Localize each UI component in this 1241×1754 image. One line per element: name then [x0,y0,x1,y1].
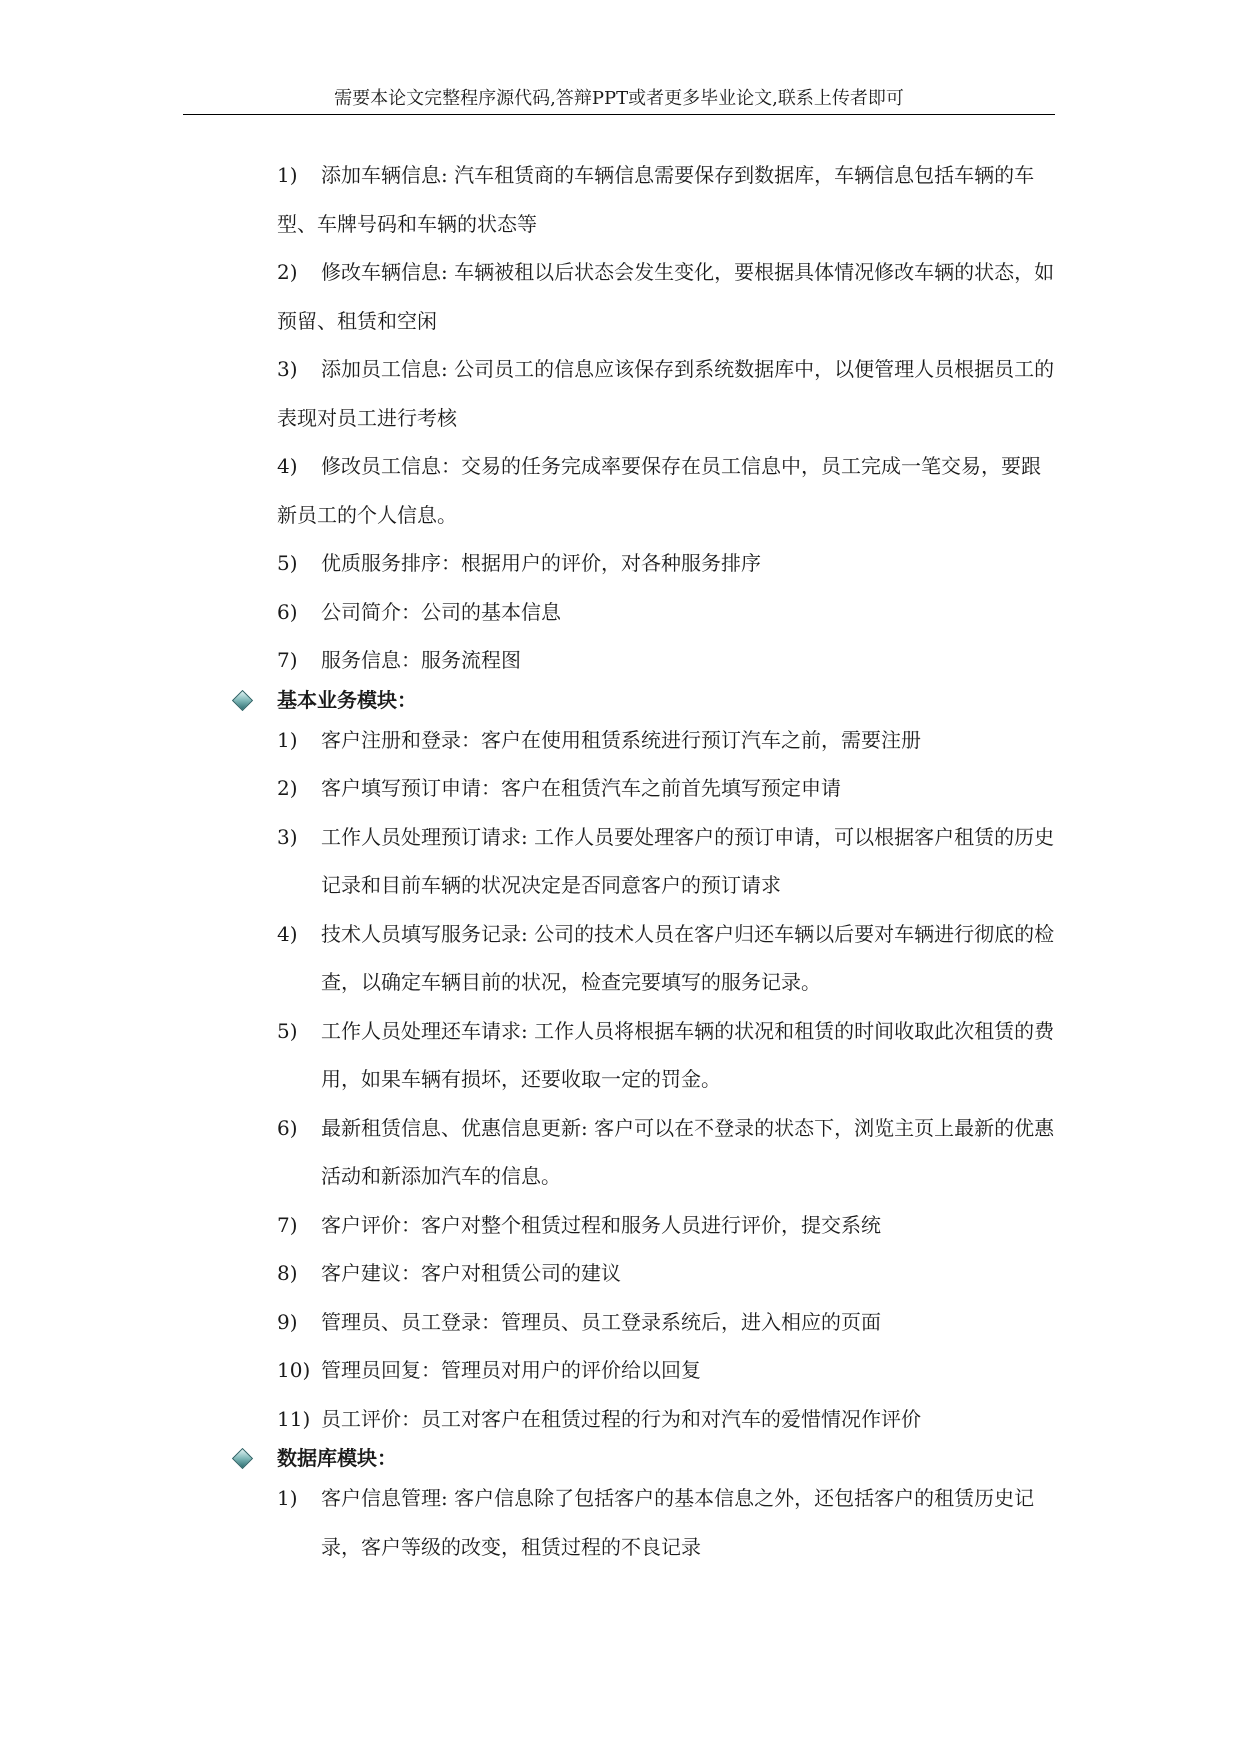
list-item [277,345,1057,442]
list-item [277,1395,1057,1444]
list-item [277,151,1057,248]
header-rule [183,114,1055,115]
item-text: 优质服务排序：根据用户的评价，对各种服务排序 [321,551,761,575]
diamond-bullet-icon [232,689,253,710]
item-text: 修改员工信息：交易的任务完成率要保存在员工信息中，员工完成一笔交易，要跟新员工的个人信息。 [277,454,1041,527]
item-text: 客户注册和登录：客户在使用租赁系统进行预订汽车之前，需要注册 [321,727,921,752]
item-number: 2) [277,260,298,284]
item-text: 添加车辆信息: 汽车租赁商的车辆信息需要保存到数据库，车辆信息包括车辆的车型、车牌号码和车辆的状态等 [277,163,1035,236]
item-text: 公司简介：公司的基本信息 [321,599,561,624]
item-text: 最新租赁信息、优惠信息更新: 客户可以在不登录的状态下，浏览主页上最新的优惠活动和新添加汽车的信息。 [321,1115,1055,1188]
section-heading-business [277,685,1057,716]
document-body [277,151,1057,1571]
item-text: 管理员回复：管理员对用户的评价给以回复 [321,1358,701,1382]
item-text: 服务信息：服务流程图 [321,648,521,672]
item-text: 管理员、员工登录：管理员、员工登录系统后，进入相应的页面 [321,1309,881,1334]
item-text: 修改车辆信息: 车辆被租以后状态会发生变化，要根据具体情况修改车辆的状态，如预留、租赁和空闲 [277,260,1055,333]
item-number: 1) [277,727,298,752]
list-item [277,588,1057,637]
item-text: 添加员工信息: 公司员工的信息应该保存到系统数据库中，以便管理人员根据员工的表现对员工进行考核 [277,357,1055,430]
item-number: 3) [277,357,298,381]
list-item [277,1474,1057,1571]
page-header: 需要本论文完整程序源代码,答辩PPT或者更多毕业论文,联系上传者即可 [334,88,904,109]
item-text: 客户填写预订申请：客户在租赁汽车之前首先填写预定申请 [321,776,841,800]
item-text: 技术人员填写服务记录: 公司的技术人员在客户归还车辆以后要对车辆进行彻底的检查，以确定车辆目前的状况，检查完要填写的服务记录。 [321,921,1055,994]
item-number: 4) [277,454,298,478]
item-number: 11) [277,1406,311,1431]
database-list [277,1474,1057,1571]
intro-list [277,151,1057,685]
item-text: 工作人员处理预订请求: 工作人员要处理客户的预订申请，可以根据客户租赁的历史记录和目前车辆的状况决定是否同意客户的预订请求 [321,824,1055,897]
section-title: 数据库模块： [277,1446,397,1470]
list-item [277,442,1057,539]
list-item [277,1249,1057,1298]
item-text: 客户建议：客户对租赁公司的建议 [321,1261,621,1285]
item-number: 9) [277,1309,298,1334]
item-text: 工作人员处理还车请求: 工作人员将根据车辆的状况和租赁的时间收取此次租赁的费用，如果车辆有损坏，还要收取一定的罚金。 [321,1018,1055,1091]
section-title: 基本业务模块： [277,687,417,712]
item-text: 客户评价：客户对整个租赁过程和服务人员进行评价，提交系统 [321,1212,881,1237]
item-text: 员工评价：员工对客户在租赁过程的行为和对汽车的爱惜情况作评价 [321,1406,921,1431]
item-number: 4) [277,921,298,946]
list-item [277,764,1057,813]
list-item [277,716,1057,765]
item-number: 8) [277,1261,298,1285]
item-number: 10) [277,1358,311,1382]
list-item [277,1346,1057,1395]
list-item [277,1298,1057,1347]
list-item [277,1007,1057,1104]
item-number: 5) [277,551,298,575]
list-item [277,910,1057,1007]
diamond-bullet-icon [232,1448,253,1469]
list-item [277,1104,1057,1201]
item-number: 3) [277,824,298,849]
list-item [277,813,1057,910]
list-item [277,248,1057,345]
item-number: 2) [277,776,298,800]
list-item [277,636,1057,685]
business-list [277,716,1057,1444]
item-number: 6) [277,1115,298,1140]
list-item [277,1201,1057,1250]
item-number: 1) [277,163,298,187]
section-heading-database [277,1443,1057,1474]
list-item [277,539,1057,588]
item-number: 7) [277,1212,298,1237]
item-number: 1) [277,1486,298,1510]
item-number: 7) [277,648,298,672]
item-number: 6) [277,599,298,624]
item-text: 客户信息管理: 客户信息除了包括客户的基本信息之外，还包括客户的租赁历史记录，客户等级的改变，租赁过程的不良记录 [321,1486,1035,1559]
item-number: 5) [277,1018,298,1043]
